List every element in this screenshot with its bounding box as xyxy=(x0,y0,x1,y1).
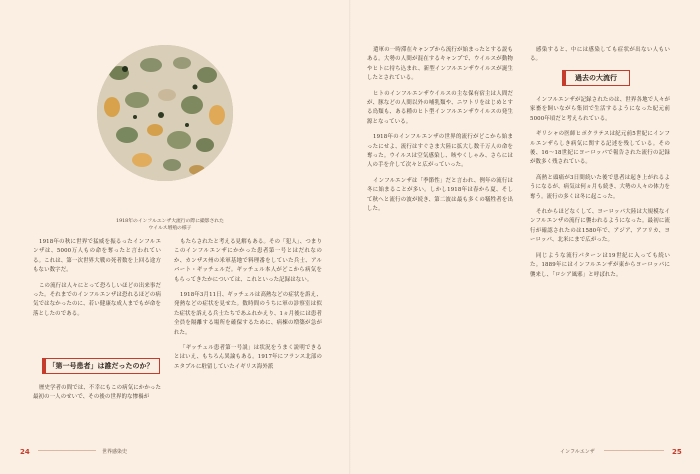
paragraph: 1918年の秋に世界で猛威を振るったインフルエンザは、5000万人もの命を奪ったと言われている。これは、第一次世界大戦の死者数を上回る途方もない数字だ。 xyxy=(33,239,161,274)
footer-rule-right xyxy=(604,450,664,451)
folio-right xyxy=(672,448,682,456)
figure-caption: 1918年のインフルエンザ大流行の際に撮影されたウイルス増殖の様子 xyxy=(116,219,224,231)
paragraph: 高熱と頭痛が3日間続いた後で患者は起き上がれるようになるが、病気は何ヵ月も続き、大勢の人々の体力を奪う。流行の多くは冬に起こった。 xyxy=(530,174,670,200)
paragraph: ヒトのインフルエンザウイルスの主な保有宿主は人間だが、豚などの人間以外の哺乳類や、ニワトリをはじめとする鳥類も、ある種のヒト型インフルエンザウイルスの発生源となっている。 xyxy=(367,90,513,125)
paragraph: もたらされたと考える見解もある。その「犯人」、つまりこのインフルエンザにかかった患者第一号とはだれなのか、カンザス州の米軍基地で料理番をしていた兵士、アルバート・ギッチェルだ。ギッチェル本人がどこから病気をもらってきたかについては、これといった記録はない。 xyxy=(174,239,322,283)
running-title-right: インフルエンザ xyxy=(560,449,595,455)
paragraph: 同じような流行パターンは19世紀に入っても続いた。1889年にはインフルエンザが東からヨーロッパに襲来し、「ロシア風邪」と呼ばれた。 xyxy=(530,252,670,278)
paragraph: インフルエンザは「季節性」だと言われ、例年の流行は冬に始まることが多い。しかし1918年は春から夏、そして秋へと流行の波が続き、第二波は最も多くの犠牲者を出した。 xyxy=(367,177,513,213)
paragraph: それからほどなくして、ヨーロッパ大陸は大規模なインフルエンザの流行に襲われるようになった。最初に流行が確認されたのは1580年で、アジア、アフリカ、ヨーロッパ、北米にまで広がった。 xyxy=(530,209,670,244)
paragraph: 遣軍の一時滞在キャンプから流行が始まったとする説もある。大勢の人間が混在するキャンプで、ウイルスが動物やヒトに持ち込まれ、新型インフルエンザウイルスが誕生したとされている。 xyxy=(367,47,513,82)
section-heading-text: 「第一号患者」は誰だったのか？ xyxy=(48,362,154,370)
heading-accent-bar xyxy=(43,359,46,373)
folio-right-label xyxy=(560,448,595,455)
section-heading-text: 過去の大流行 xyxy=(575,74,617,82)
page-number-right: 25 xyxy=(672,448,682,456)
page-number-left: 24 xyxy=(20,448,30,456)
right-column-2-top xyxy=(530,46,670,71)
paragraph: 1918年3月11日、ギッチェルは高熱などの症状を訴え、発熱などの症状を見せた。数時間のうちに軍の診察室は似た症状を訴える兵士たちであふれかえり、1ヵ月後には患者全員を隔離する場所を確保するために、病棟の増築が急がれた。 xyxy=(174,292,322,336)
section-heading-past-pandemics xyxy=(562,70,630,86)
left-column-1 xyxy=(33,238,161,325)
paragraph: 「ギッチェル患者第一号説」は状況をうまく説明できるとはいえ、もちろん異論もある。1917年にフランス北部のエタプルに駐留していたイギリス海外派 xyxy=(174,345,322,370)
right-column-2 xyxy=(530,96,670,286)
gutter-shadow xyxy=(349,0,351,474)
left-column-1-continued xyxy=(33,384,161,409)
left-column-2 xyxy=(174,238,322,378)
microscope-figure xyxy=(97,45,233,181)
paragraph: この流行は人々にとって恐ろしいほどの出来事だった。それまでのインフルエンザは恐れるほどの病気ではなかったのに、若い健康な成人までもが命を落としたのである。 xyxy=(33,282,161,317)
microscope-image xyxy=(97,45,233,181)
folio-left xyxy=(20,448,30,456)
paragraph: インフルエンザが記録されたのは、世界各地で人々が家畜を飼いながら集団で生活するようになった紀元前5000年頃だと考えられている。 xyxy=(530,97,670,122)
heading-accent-bar xyxy=(563,71,566,85)
right-column-1 xyxy=(367,46,513,221)
section-heading-first-patient xyxy=(42,358,160,374)
paragraph: 歴史学者の間では、不幸にもこの病気にかかった最初の一人のせいで、その後の世界的な惨禍が xyxy=(33,385,161,401)
paragraph: 感染すると、中には感染しても症状が出ない人もいる。 xyxy=(530,47,670,63)
folio-left-label xyxy=(102,448,127,455)
paragraph: 1918年のインフルエンザの世界的流行がどこから始まったにせよ、流行はすぐさま大陸に拡大し数千万人の命を奪った。ウイルスは空気感染し、咳やくしゃみ、さらには人の手を介して次々と広がっていった。 xyxy=(367,134,513,169)
running-title-left: 世界感染史 xyxy=(102,449,128,455)
paragraph: ギリシャの医師ヒポクラテスは紀元前5世紀にインフルエンザらしき病気に関する記述を残している。その後、16〜18世紀にヨーロッパで報告された流行の記録が数多く残されている。 xyxy=(530,131,670,166)
footer-rule-left xyxy=(38,450,96,451)
